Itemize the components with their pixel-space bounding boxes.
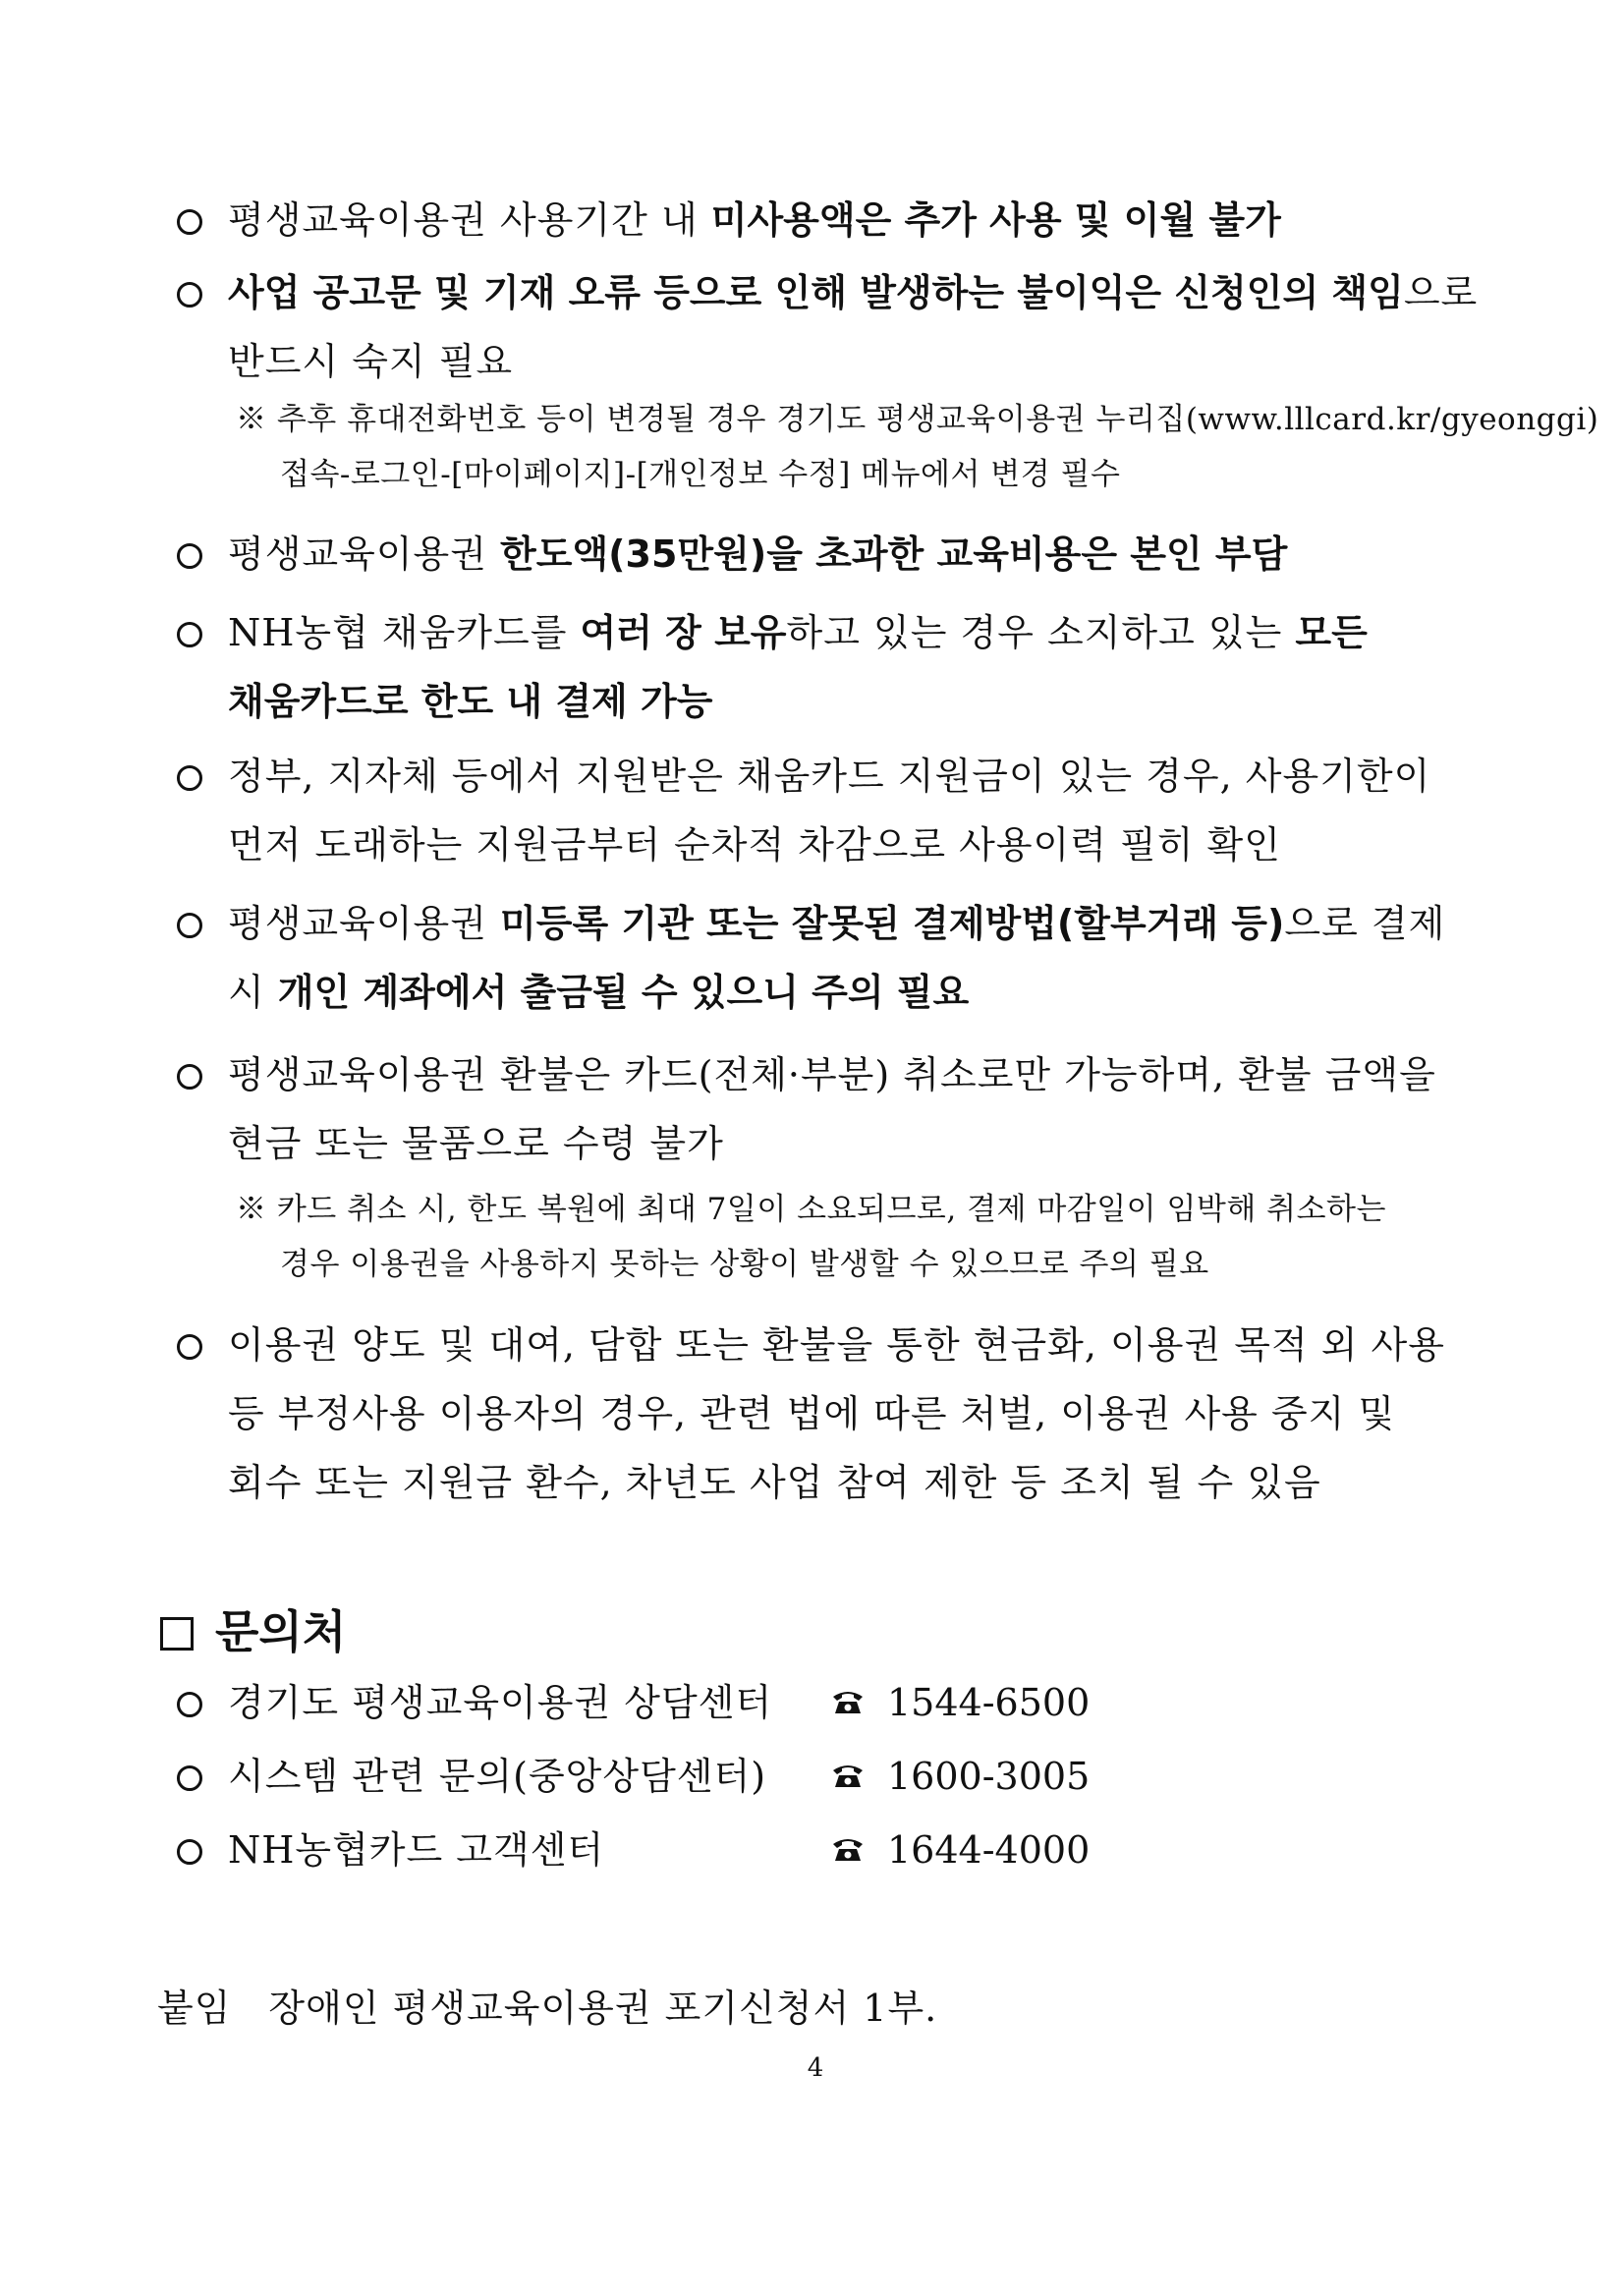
notice-line: 회수 또는 지원금 환수, 차년도 사업 참여 제한 등 조치 될 수 있음 <box>228 1461 1321 1504</box>
notice-line: 평생교육이용권 한도액(35만원)을 초과한 교육비용은 본인 부담 <box>228 532 1288 576</box>
notice-line: 먼저 도래하는 지원금부터 순차적 차감으로 사용이력 필히 확인 <box>228 823 1281 867</box>
page-number: 4 <box>807 2053 824 2083</box>
phone-number: 1644-4000 <box>887 1828 1091 1872</box>
contact-label: NH농협카드 고객센터 <box>228 1828 605 1872</box>
notice-line: 시 개인 계좌에서 출금될 수 있으니 주의 필요 <box>228 971 970 1014</box>
attachment-line <box>157 1987 938 2030</box>
emphasis-text: 미사용액은 추가 사용 및 이월 불가 <box>710 198 1281 242</box>
attachment-text: 장애인 평생교육이용권 포기신청서 1부. <box>268 1987 938 2030</box>
section-title-text: 문의처 <box>215 1605 347 1658</box>
notice-line: 등 부정사용 이용자의 경우, 관련 법에 따른 처벌, 이용권 사용 중지 및 <box>228 1392 1396 1435</box>
note-line: ※ 카드 취소 시, 한도 복원에 최대 7일이 소요되므로, 결제 마감일이 임박해 취소하는 <box>236 1192 1386 1227</box>
notice-line <box>228 680 713 723</box>
emphasis-text: 한도액(35만원)을 초과한 교육비용은 본인 부담 <box>500 532 1288 576</box>
notice-line: 평생교육이용권 사용기간 내 미사용액은 추가 사용 및 이월 불가 <box>228 198 1281 242</box>
notice-line: 이용권 양도 및 대여, 담합 또는 환불을 통한 현금화, 이용권 목적 외 사용 <box>228 1323 1445 1367</box>
notice-line: 반드시 숙지 필요 <box>228 340 514 383</box>
telephone-icon <box>831 1688 865 1715</box>
hollow-circle-icon <box>177 1692 202 1717</box>
emphasis-text: 여러 장 보유 <box>580 611 787 654</box>
phone-number: 1600-3005 <box>887 1755 1091 1798</box>
contact-label: 경기도 평생교육이용권 상담센터 <box>228 1681 773 1724</box>
phone-number: 1544-6500 <box>887 1681 1091 1724</box>
section-title-contact <box>160 1605 347 1658</box>
note-line: 경우 이용권을 사용하지 못하는 상황이 발생할 수 있으므로 주의 필요 <box>280 1247 1209 1282</box>
hollow-circle-icon <box>177 1765 202 1791</box>
note-line: ※ 추후 휴대전화번호 등이 변경될 경우 경기도 평생교육이용권 누리집(www.lllcard.kr/gyeonggi) <box>236 402 1599 437</box>
notice-line: 현금 또는 물품으로 수령 불가 <box>228 1122 724 1165</box>
notice-line: 평생교육이용권 미등록 기관 또는 잘못된 결제방법(할부거래 등)으로 결제 <box>228 902 1446 945</box>
hollow-circle-icon <box>177 765 202 791</box>
hollow-circle-icon <box>177 1064 202 1090</box>
notice-line: 사업 공고문 및 기재 오류 등으로 인해 발생하는 불이익은 신청인의 책임으로 <box>228 271 1479 314</box>
emphasis-text: 사업 공고문 및 기재 오류 등으로 인해 발생하는 불이익은 신청인의 책임 <box>228 271 1404 314</box>
notice-line: 평생교육이용권 환불은 카드(전체·부분) 취소로만 가능하며, 환불 금액을 <box>228 1053 1436 1096</box>
hollow-circle-icon <box>177 209 202 235</box>
hollow-circle-icon <box>177 622 202 647</box>
attachment-label: 붙임 <box>157 1987 232 2030</box>
emphasis-text: 개인 계좌에서 출금될 수 있으니 주의 필요 <box>277 971 970 1014</box>
emphasis-text: 미등록 기관 또는 잘못된 결제방법(할부거래 등) <box>500 902 1285 945</box>
telephone-icon <box>831 1835 865 1863</box>
contact-label: 시스템 관련 문의(중앙상담센터) <box>228 1755 767 1798</box>
notice-line: 정부, 지자체 등에서 지원받은 채움카드 지원금이 있는 경우, 사용기한이 <box>228 755 1431 798</box>
hollow-circle-icon <box>177 543 202 569</box>
checkbox-square-icon <box>160 1617 194 1651</box>
emphasis-text: 모든 <box>1295 611 1368 654</box>
hollow-circle-icon <box>177 282 202 308</box>
telephone-icon <box>831 1762 865 1789</box>
notice-line: NH농협 채움카드를 여러 장 보유하고 있는 경우 소지하고 있는 모든 <box>228 611 1368 654</box>
note-line: 접속-로그인-[마이페이지]-[개인정보 수정] 메뉴에서 변경 필수 <box>280 457 1121 492</box>
hollow-circle-icon <box>177 1839 202 1865</box>
hollow-circle-icon <box>177 913 202 938</box>
emphasis-text: 채움카드로 한도 내 결제 가능 <box>228 680 713 723</box>
hollow-circle-icon <box>177 1334 202 1360</box>
